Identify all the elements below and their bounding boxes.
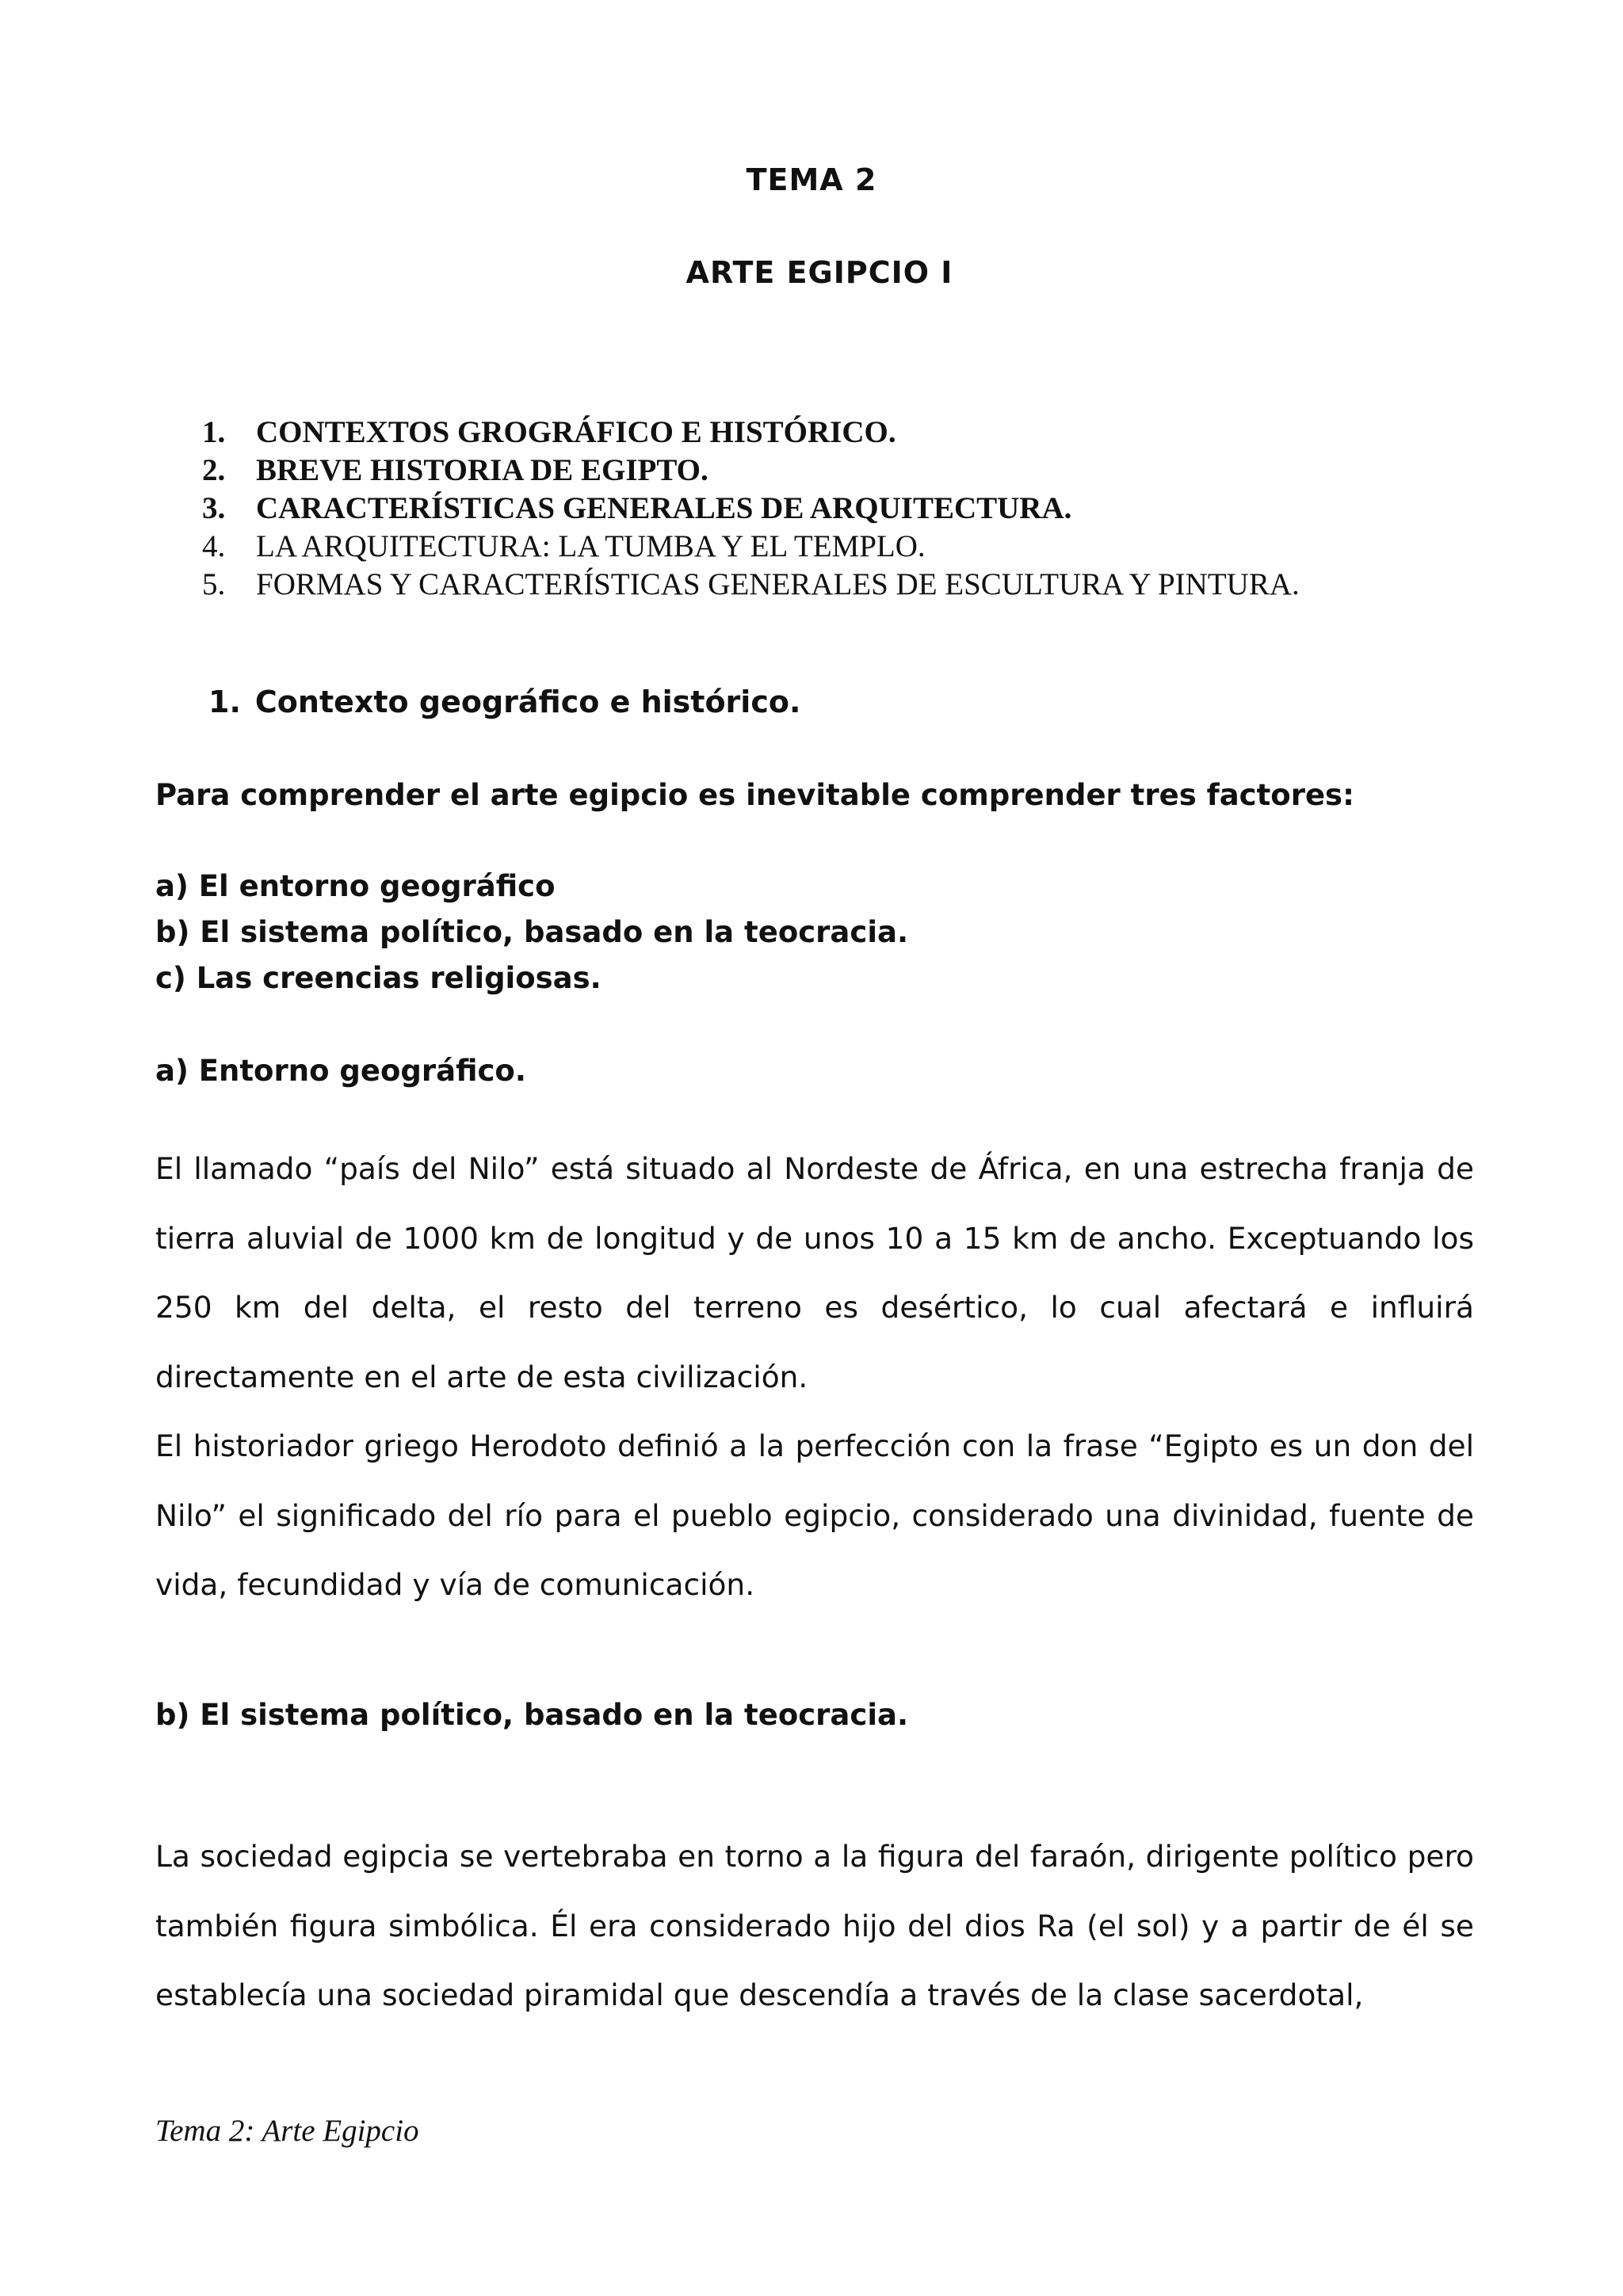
tema-heading: TEMA 2 [746,162,877,197]
toc-item-number: 1. [202,415,226,449]
section-title: Contexto geográfico e histórico. [254,685,801,719]
toc-item-text: FORMAS Y CARACTERÍSTICAS GENERALES DE ESCULTURA Y PINTURA. [256,567,1300,601]
subsection-heading: b) El sistema político, basado en la teocracia. [155,1698,909,1732]
toc-item-text: BREVE HISTORIA DE EGIPTO. [256,453,708,487]
toc-item-text: CONTEXTOS GROGRÁFICO E HISTÓRICO. [256,415,896,449]
factor-item: a) El entorno geográfico [155,869,556,903]
toc-item [202,566,1300,604]
body-paragraph: La sociedad egipcia se vertebraba en torno a la figura del faraón, dirigente político pero también figura simbólica. Él era considerado hijo del dios Ra (el sol) y a partir de él se establecía una sociedad piramidal que descendía a través de la clase sacerdotal, [155,1839,1474,2013]
factor-item: b) El sistema político, basado en la teocracia. [155,915,909,949]
body-paragraph: El llamado “país del Nilo” está situado al Nordeste de África, en una estrecha franja de tierra aluvial de 1000 km de longitud y de unos 10 a 15 km de ancho. Exceptuando los 250 km del delta, el resto del terreno es desértico, lo cual afectará e influirá directamente en el arte de esta civilización. [155,1151,1474,1394]
toc-item [202,490,1300,528]
page-footer: Tema 2: Arte Egipcio [155,2114,419,2148]
factor-item: c) Las creencias religiosas. [155,961,601,995]
toc-item [202,528,1300,566]
intro-text: Para comprender el arte egipcio es inevitable comprender tres factores: [155,778,1354,812]
section-number: 1. [208,685,241,719]
section-heading [208,685,800,719]
toc-item [202,414,1300,452]
toc-item-number: 2. [202,453,226,487]
toc-item-number: 5. [202,567,226,601]
toc-item-text: LA ARQUITECTURA: LA TUMBA Y EL TEMPLO. [256,529,926,563]
toc-item-number: 3. [202,491,226,525]
toc-item [202,452,1300,490]
page-title: ARTE EGIPCIO I [685,255,953,290]
toc-item-text: CARACTERÍSTICAS GENERALES DE ARQUITECTURA. [256,491,1072,525]
table-of-contents [202,414,1300,604]
body-paragraph: El historiador griego Herodoto definió a la perfección con la frase “Egipto es un don del Nilo” el significado del río para el pueblo egipcio, considerado una divinidad, fuente de vida, fecundidad y vía de comunicación. [155,1428,1474,1603]
toc-item-number: 4. [202,529,226,563]
subsection-heading: a) Entorno geográfico. [155,1054,526,1088]
